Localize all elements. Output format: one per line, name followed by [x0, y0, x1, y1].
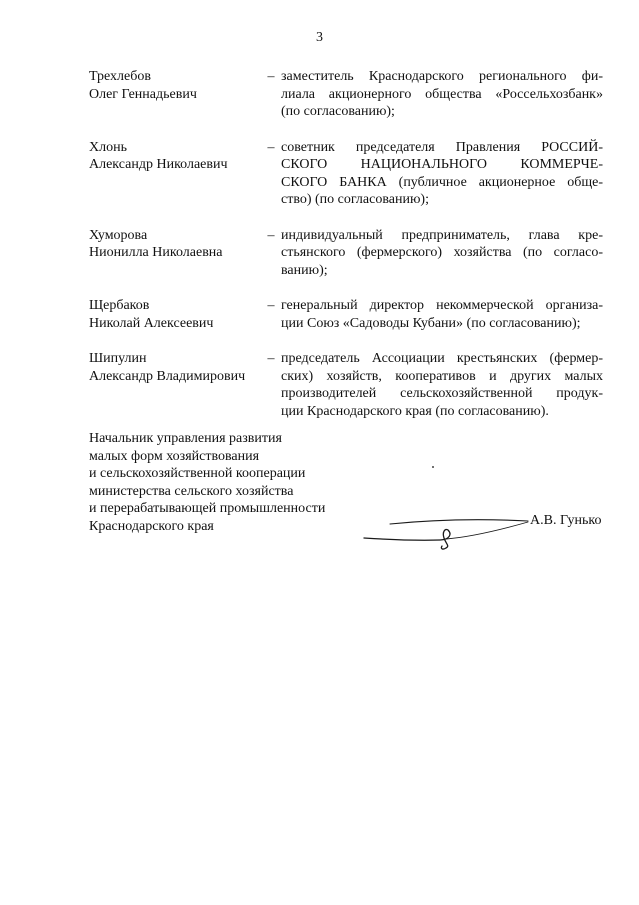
- member-name: [89, 227, 261, 262]
- signatory-title-line: и сельскохозяйственной кооперации: [89, 466, 306, 482]
- member-name: [89, 350, 261, 385]
- member-role-line: советник председателя Правления РОССИЙ-: [281, 139, 603, 155]
- member-name: [89, 68, 261, 103]
- member-role-line: ции Краснодарского края (по согласованию).: [281, 403, 549, 419]
- member-role-line: производителей сельскохозяйственной продук-: [281, 386, 603, 401]
- member-given-names: Александр Николаевич: [89, 157, 228, 172]
- member-name: [89, 297, 261, 332]
- page-number: 3: [316, 30, 323, 45]
- member-role-line: ских) хозяйств, кооперативов и других малых: [281, 368, 603, 384]
- member-surname: Щербаков: [89, 298, 150, 313]
- signatory-title: [89, 430, 379, 536]
- handwritten-signature: [360, 508, 532, 554]
- member-role-line: лиала акционерного общества «Россельхозбанк»: [281, 86, 603, 102]
- member-dash: –: [267, 139, 275, 155]
- member-given-names: Олег Геннадьевич: [89, 86, 197, 102]
- member-role-line: (по согласованию);: [281, 104, 395, 119]
- member-role-line: ванию);: [281, 262, 328, 278]
- member-entry: [89, 297, 604, 332]
- member-surname: Хуморова: [89, 227, 148, 243]
- member-role-line: председатель Ассоциации крестьянских (фермер-: [281, 351, 603, 366]
- member-entry: [89, 139, 604, 209]
- member-surname: Хлонь: [89, 139, 127, 155]
- member-role: [281, 297, 603, 332]
- member-dash: –: [267, 227, 275, 243]
- member-name: [89, 139, 261, 174]
- member-role-line: стьянского (фермерского) хозяйства (по согласо-: [281, 245, 603, 260]
- signatory-name: А.В. Гунько: [530, 513, 602, 528]
- member-role-line: СКОГО БАНКА (публичное акционерное обще-: [281, 174, 603, 190]
- member-entry: [89, 227, 604, 280]
- member-role-line: индивидуальный предприниматель, глава кре-: [281, 227, 603, 243]
- member-given-names: Николай Алексеевич: [89, 315, 214, 331]
- member-role-line: ции Союз «Садоводы Кубани» (по согласованию);: [281, 315, 581, 331]
- member-given-names: Александр Владимирович: [89, 368, 246, 384]
- member-list: [89, 68, 604, 438]
- member-role: [281, 227, 603, 280]
- member-role: [281, 139, 603, 209]
- ink-speck: [432, 466, 434, 468]
- signatory-title-line: Краснодарского края: [89, 518, 214, 534]
- member-role: [281, 350, 603, 420]
- member-given-names: Нионилла Николаевна: [89, 245, 223, 260]
- member-surname: Трехлебов: [89, 69, 151, 84]
- signatory-title-line: Начальник управления развития: [89, 431, 282, 446]
- member-role-line: заместитель Краснодарского регионального фи-: [281, 69, 603, 84]
- member-dash: –: [267, 298, 275, 313]
- member-surname: Шипулин: [89, 351, 147, 366]
- signatory-title-line: и перерабатывающей промышленности: [89, 501, 326, 517]
- member-role-line: генеральный директор некоммерческой организа-: [281, 298, 603, 313]
- member-entry: [89, 350, 604, 420]
- signatory-title-line: министерства сельского хозяйства: [89, 483, 294, 499]
- member-dash: –: [267, 351, 275, 366]
- member-dash: –: [267, 69, 275, 84]
- member-role: [281, 68, 603, 121]
- member-role-line: СКОГО НАЦИОНАЛЬНОГО КОММЕРЧЕ-: [281, 157, 603, 172]
- member-role-line: ство) (по согласованию);: [281, 192, 429, 207]
- signatory-title-line: малых форм хозяйствования: [89, 448, 260, 464]
- member-entry: [89, 68, 604, 121]
